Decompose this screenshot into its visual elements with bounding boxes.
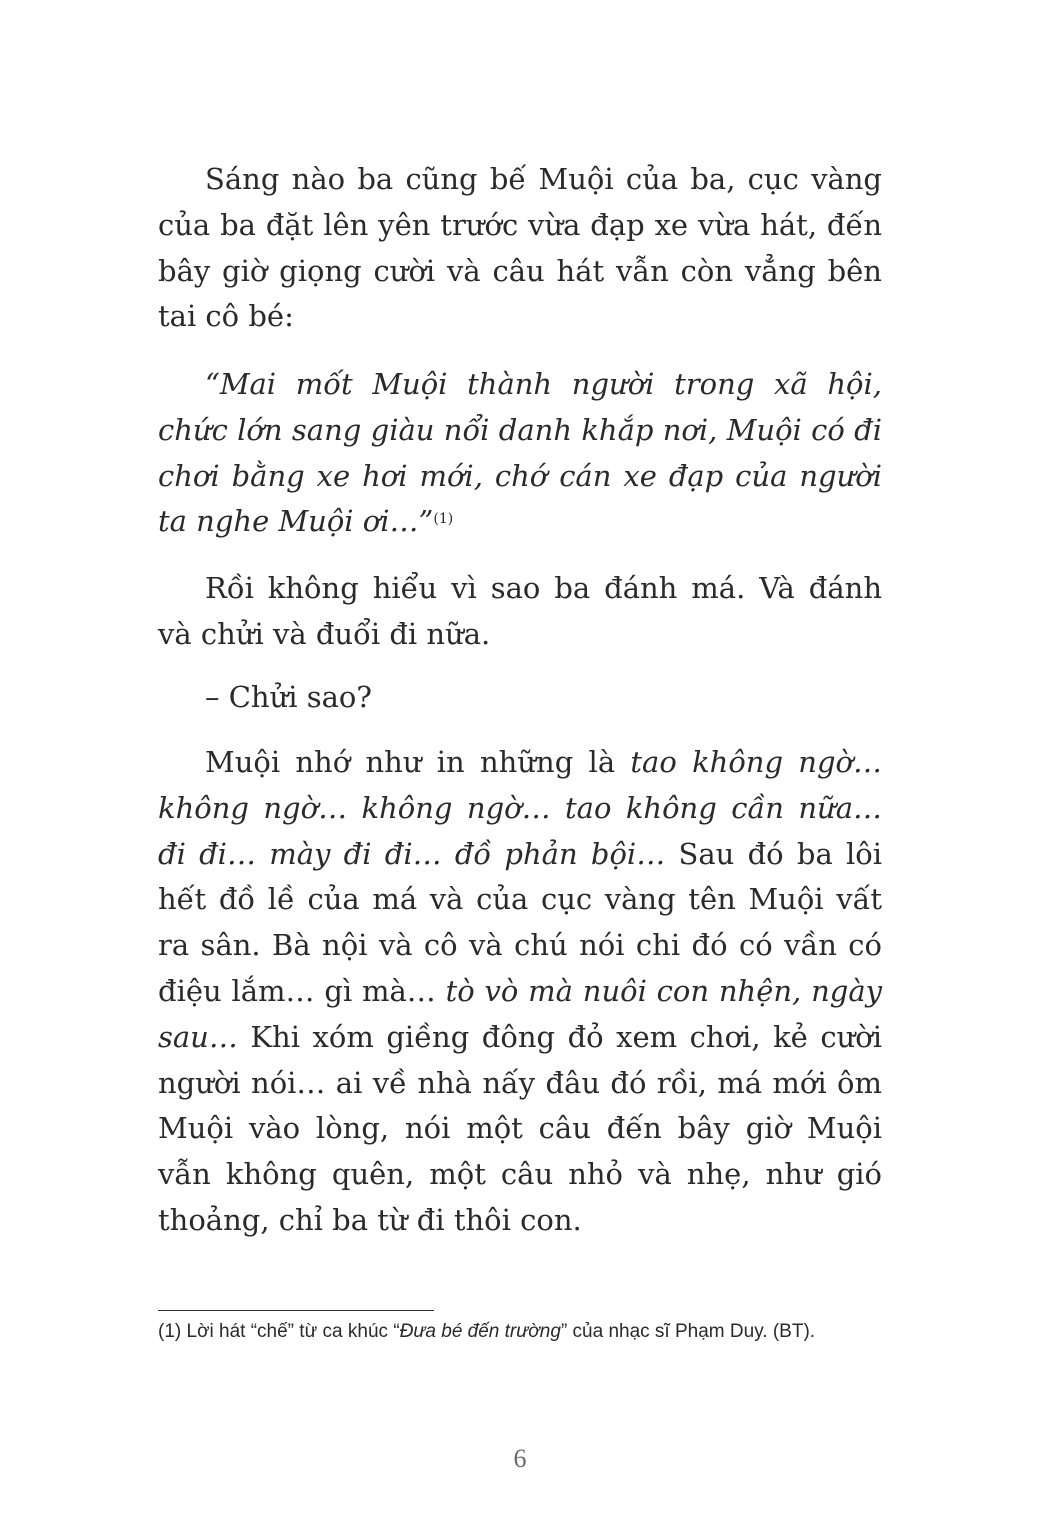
p5-italic-proverb: tò vò mà nuôi con nhện, ngày sau…: [158, 973, 882, 1054]
p5-part-c: Sau đó ba lôi hết đồ lề của má và của cục vàng tên Muội vất ra sân. Bà nội và cô và chú nói chi đó có vần có điệu lắm… gì mà…: [158, 836, 883, 1008]
paragraph-5-block: [158, 740, 882, 1244]
page-number: 6: [513, 1444, 527, 1473]
main-text: [158, 157, 882, 340]
paragraph-4-dialogue: – Chửi sao?: [205, 680, 372, 714]
footnote-prefix: (1) Lời hát “chế” từ ca khúc “: [158, 1321, 400, 1342]
p5-italic-curse: tao không ngờ… không ngờ… không ngờ… tao không cần nữa… đi đi… mày đi đi… đồ phản bội…: [158, 745, 882, 871]
quote-block: [158, 362, 882, 545]
footnote-song-title: Đưa bé đến trường: [399, 1321, 561, 1342]
footnote-suffix: ” của nhạc sĩ Phạm Duy. (BT).: [560, 1321, 816, 1342]
paragraph-2-quote: [158, 362, 882, 545]
paragraph-1: Sáng nào ba cũng bế Muội của ba, cục vàng của ba đặt lên yên trước vừa đạp xe vừa hát, đến bây giờ giọng cười và câu hát vẫn còn vẳng bên tai cô bé:: [158, 162, 882, 334]
paragraph-4-block: [158, 675, 882, 721]
paragraph-3-block: [158, 566, 882, 658]
footnote-marker: (1): [433, 511, 454, 528]
footnote-divider: [158, 1310, 434, 1311]
paragraph-3: Rồi không hiểu vì sao ba đánh má. Và đánh và chửi và đuổi đi nữa.: [158, 571, 882, 651]
footnote: [158, 1319, 898, 1345]
paragraph-5: [158, 740, 882, 1244]
p5-part-a: Muội nhớ như in những là: [205, 745, 631, 779]
p5-part-e: Khi xóm giềng đông đỏ xem chơi, kẻ cười người nói… ai về nhà nấy đâu đó rồi, má mới ôm Muội vào lòng, nói một câu đến bây giờ Muội vẫn không quên, một câu nhỏ và nhẹ, như gió thoảng, chỉ ba từ đi thôi con.: [158, 1019, 882, 1237]
song-lyrics: “Mai mốt Muội thành người trong xã hội, chức lớn sang giàu nổi danh khắp nơi, Muội có đi chơi bằng xe hơi mới, chớ cán xe đạp của người ta nghe Muội ơi…”: [158, 367, 882, 539]
